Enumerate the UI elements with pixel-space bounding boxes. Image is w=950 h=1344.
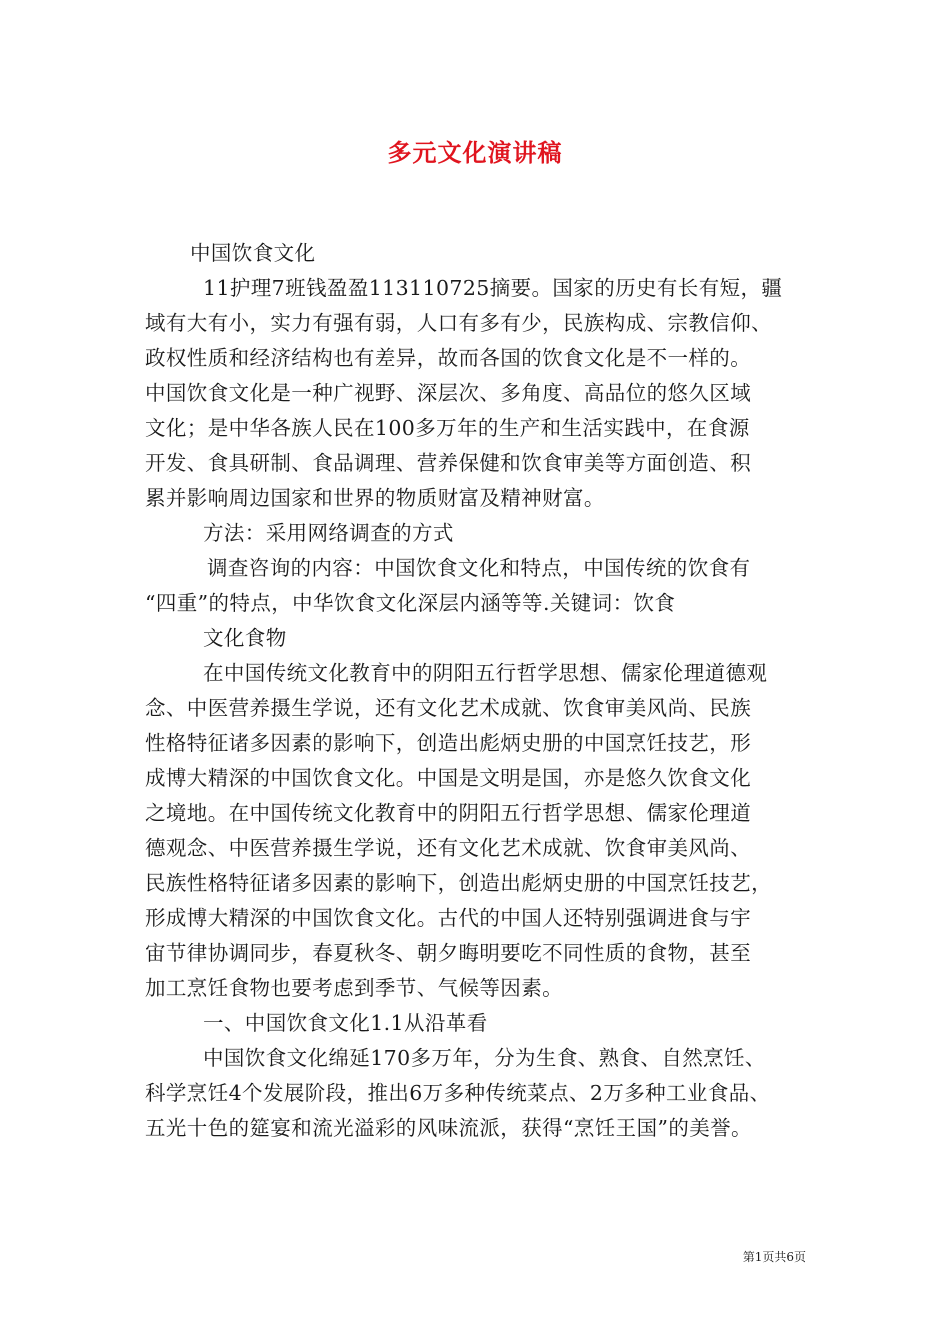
paragraph-line: 累并影响周边国家和世界的物质财富及精神财富。 [145,486,605,510]
paragraph-line: 域有大有小，实力有强有弱，人口有多有少，民族构成、宗教信仰、 [145,311,772,335]
paragraph-line: 在中国传统文化教育中的阴阳五行哲学思想、儒家伦理道德观 [203,661,768,685]
paragraph-line: 形成博大精深的中国饮食文化。古代的中国人还特别强调进食与宇 [145,906,752,930]
paragraph-line: 之境地。在中国传统文化教育中的阴阳五行哲学思想、儒家伦理道 [145,801,752,825]
paragraph-line: 性格特征诸多因素的影响下，创造出彪炳史册的中国烹饪技艺，形 [145,731,752,755]
paragraph-line: “四重”的特点，中华饮食文化深层内涵等等.关键词：饮食 [145,591,676,615]
paragraph-line: 调查咨询的内容：中国饮食文化和特点，中国传统的饮食有 [207,556,751,580]
paragraph-line: 开发、食具研制、食品调理、营养保健和饮食审美等方面创造、积 [145,451,752,475]
paragraph-line: 念、中医营养摄生学说，还有文化艺术成就、饮食审美风尚、民族 [145,696,752,720]
paragraph-line: 中国饮食文化绵延170多万年，分为生食、熟食、自然烹饪、 [203,1046,766,1070]
paragraph-line: 宙节律协调同步，春夏秋冬、朝夕晦明要吃不同性质的食物，甚至 [145,941,752,965]
paragraph-line: 五光十色的筵宴和流光溢彩的风味流派，获得“烹饪王国”的美誉。 [145,1116,752,1140]
paragraph-line: 方法：采用网络调查的方式 [203,521,454,545]
paragraph-line: 加工烹饪食物也要考虑到季节、气候等因素。 [145,976,563,1000]
paragraph-line: 德观念、中医营养摄生学说，还有文化艺术成就、饮食审美风尚、 [145,836,752,860]
document-body [145,236,810,1146]
page-number: 第1页共6页 [742,1250,806,1264]
paragraph-line: 成博大精深的中国饮食文化。中国是文明是国，亦是悠久饮食文化 [145,766,752,790]
paragraph-line: 一、中国饮食文化1.1从沿革看 [203,1011,488,1035]
paragraph-line: 民族性格特征诸多因素的影响下，创造出彪炳史册的中国烹饪技艺， [145,871,772,895]
paragraph-line: 政权性质和经济结构也有差异，故而各国的饮食文化是不一样的。 [145,346,752,370]
paragraph-line: 中国饮食文化 [190,241,316,265]
paragraph-line: 中国饮食文化是一种广视野、深层次、多角度、高品位的悠久区域 [145,381,752,405]
document-title: 多元文化演讲稿 [387,138,563,167]
paragraph-line: 11护理7班钱盈盈113110725摘要。国家的历史有长有短，疆 [203,276,783,300]
paragraph-line: 科学烹饪4个发展阶段，推出6万多种传统菜点、2万多种工业食品、 [145,1081,771,1105]
paragraph-line: 文化；是中华各族人民在100多万年的生产和生活实践中，在食源 [145,416,750,440]
paragraph-line: 文化食物 [203,626,287,650]
